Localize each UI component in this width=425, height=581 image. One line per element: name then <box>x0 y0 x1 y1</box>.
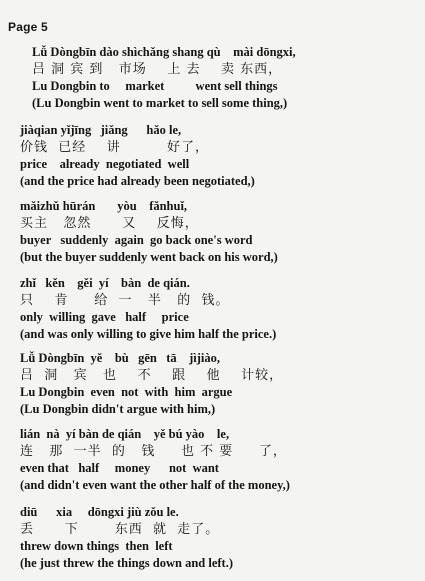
pinyin-line: jiàqian yǐjīng jiǎng hǎo le, <box>20 123 182 137</box>
sentence-block-1 <box>20 44 420 112</box>
translation-line: (but the buyer suddenly went back on his word,) <box>20 250 278 264</box>
translation-line: (Lu Dongbin went to market to sell some thing,) <box>32 96 288 110</box>
hanzi-line: 只 肯 给 一 半 的 钱。 <box>20 293 230 308</box>
hanzi-line: 吕 洞 宾 到 市场 上 去 卖 东西， <box>32 62 283 77</box>
sentence-block-6 <box>20 426 420 494</box>
hanzi-line: 买主 忽然 又 反悔， <box>20 216 199 231</box>
gloss-line: Lu Dongbin to market went sell things <box>32 79 278 93</box>
gloss-line: only willing gave half price <box>20 310 189 324</box>
translation-line: (he just threw the things down and left.) <box>20 556 233 570</box>
hanzi-line: 价钱 已经 讲 好了， <box>20 140 209 155</box>
pinyin-line: mǎizhǔ hūrán yòu fǎnhuǐ, <box>20 199 188 213</box>
sentence-block-4 <box>20 275 420 343</box>
pinyin-line: diū xia dōngxi jiù zǒu le. <box>20 505 179 519</box>
hanzi-line: 连 那 一半 的 钱 也 不 要 了， <box>20 444 287 459</box>
pinyin-line: lián nà yí bàn de qián yě bú yào le, <box>20 427 230 441</box>
pinyin-line: Lǚ Dòngbīn yě bù gēn tā jìjiào, <box>20 351 221 365</box>
sentence-block-7 <box>20 504 420 572</box>
hanzi-line: 丢 下 东西 就 走了。 <box>20 522 220 537</box>
translation-line: (and the price had already been negotiated,) <box>20 174 255 188</box>
pinyin-line: zhǐ kěn gěi yí bàn de qián. <box>20 276 190 290</box>
gloss-line: buyer suddenly again go back one's word <box>20 233 253 247</box>
translation-line: (and didn't even want the other half of the money,) <box>20 478 290 492</box>
gloss-line: Lu Dongbin even not with him argue <box>20 385 233 399</box>
page-number: Page 5 <box>8 20 48 34</box>
translation-line: (and was only willing to give him half the price.) <box>20 327 277 341</box>
sentence-block-2 <box>20 122 420 190</box>
gloss-line: threw down things then left <box>20 539 173 553</box>
gloss-line: even that half money not want <box>20 461 219 475</box>
hanzi-line: 吕 洞 宾 也 不 跟 他 计较， <box>20 368 284 383</box>
pinyin-line: Lǚ Dòngbīn dào shìchǎng shang qù mài dōngxi, <box>32 45 296 59</box>
gloss-line: price already negotiated well <box>20 157 190 171</box>
sentence-block-5 <box>20 350 420 418</box>
translation-line: (Lu Dongbin didn't argue with him,) <box>20 402 216 416</box>
sentence-block-3 <box>20 198 420 266</box>
